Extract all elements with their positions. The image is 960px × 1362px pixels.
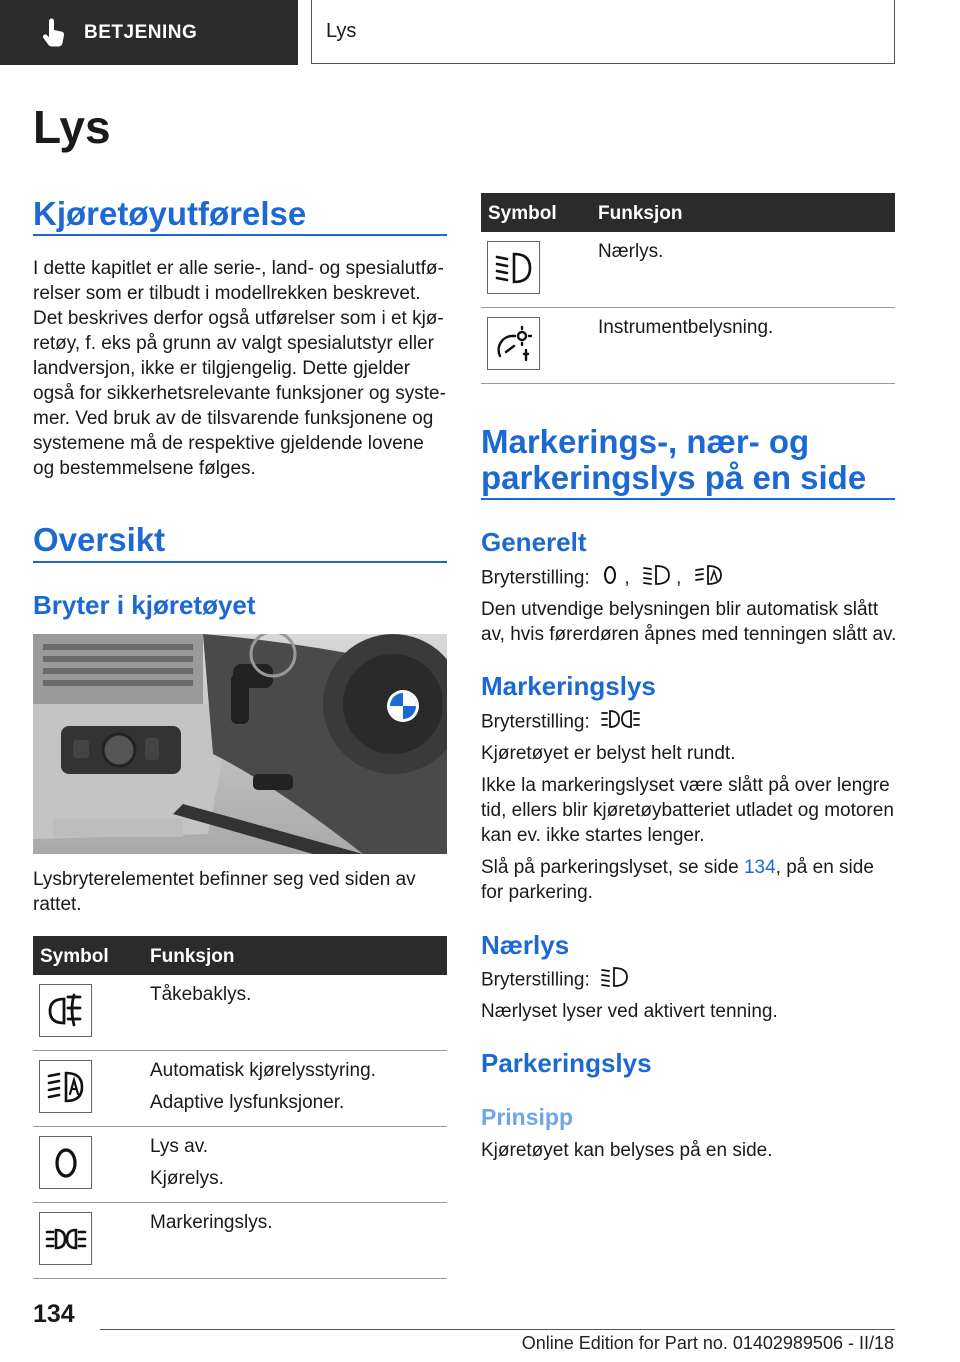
- function-text: Nærlys.: [598, 241, 664, 262]
- kjoretoy-text: I dette kapitlet er alle serie-, land- og spesialutfø- relser som er tilbudt i modellrekken beskrevet. Det beskrives derfor også utførelser som i et kjø- retøy, f. eks på grunn av valgt spesialutstyr eller landversjon, ikke er tilgjengelig. Dette gjelder også for sikkerhetsrelevante funksjoner og syste- mer. Ved bruk av de tilsvarende funksjonene og systemene må de respektive gjeldende lovene og bestemmelsene følges.: [33, 258, 446, 479]
- parking-lights-icon: [601, 708, 641, 737]
- auto-headlight-icon: [39, 1060, 92, 1113]
- heading-markeringslys: Markeringslys: [481, 671, 656, 701]
- table-row: [33, 1127, 447, 1203]
- symbol-table-right: [481, 193, 895, 384]
- generelt-text: Bryterstilling: , , Den utvendige belysningen blir automatisk slått av, hvis førerdøren åpnes med tenningen slått av.: [481, 564, 901, 647]
- heading-markerings: Markerings-, nær- og parkeringslys på en side: [481, 423, 867, 496]
- function-text: Instrumentbelysning.: [598, 317, 774, 338]
- function-text: Markeringslys.: [150, 1212, 273, 1233]
- heading-generelt: Generelt: [481, 527, 587, 557]
- heading-oversikt: Oversikt: [33, 521, 166, 558]
- page-link[interactable]: 134: [743, 857, 776, 878]
- function-text: Tåkebaklys.: [150, 984, 252, 1005]
- instrument-lighting-icon: [487, 317, 540, 370]
- heading-rule: [33, 234, 447, 236]
- lights-off-icon: [39, 1136, 92, 1189]
- page-number: 134: [33, 1300, 75, 1328]
- symbol-table-left: [33, 936, 447, 1279]
- footer-text: Online Edition for Part no. 01402989506 - II/18: [521, 1333, 894, 1353]
- table-row: [33, 975, 447, 1051]
- fog-light-icon: [39, 984, 92, 1037]
- lights-off-icon: [601, 564, 619, 593]
- section-tab: [0, 0, 298, 65]
- heading-bryter: Bryter i kjøretøyet: [33, 590, 256, 620]
- table-row: [481, 308, 895, 384]
- low-beam-icon: [601, 966, 629, 995]
- section-label: BETJENING: [84, 21, 198, 43]
- table-row: [481, 232, 895, 308]
- heading-kjoretoyutforelse: Kjøretøyutførelse: [33, 195, 307, 232]
- naerlys-text: Bryterstilling: Nærlyset lyser ved aktivert tenning.: [481, 966, 901, 1024]
- parking-lights-icon: [39, 1212, 92, 1265]
- heading-rule: [33, 561, 447, 563]
- heading-prinsipp: Prinsipp: [481, 1104, 574, 1130]
- table-row: [33, 1051, 447, 1127]
- heading-parkeringslys: Parkeringslys: [481, 1048, 652, 1078]
- table-header: Symbol Funksjon: [481, 193, 895, 232]
- auto-headlight-icon: [695, 564, 723, 593]
- prinsipp-text: Kjøretøyet kan belyses på en side.: [481, 1140, 773, 1161]
- chapter-tab: [311, 0, 895, 64]
- footer-rule: [100, 1329, 895, 1330]
- heading-rule: [481, 498, 895, 500]
- table-row: [33, 1203, 447, 1279]
- dashboard-photo: [33, 634, 447, 854]
- hand-pointer-icon: [38, 17, 70, 49]
- low-beam-icon: [487, 241, 540, 294]
- photo-caption: Lysbryterelementet befinner seg ved siden av rattet.: [33, 869, 416, 915]
- low-beam-icon: [643, 564, 671, 593]
- page-title: Lys: [33, 101, 111, 153]
- function-text: Automatisk kjørelysstyring. Adaptive lysfunksjoner.: [150, 1060, 376, 1113]
- markeringslys-text: Bryterstilling: Kjøretøyet er belyst helt rundt. Ikke la markeringslyset være slått på over lengre tid, ellers blir kjøretøybatteriet utladet og motoren kan ev. ikke startes lenger. Slå på parkeringslyset, se side 134, på en side for parkering.: [481, 708, 901, 905]
- table-header: Symbol Funksjon: [33, 936, 447, 975]
- function-text: Lys av. Kjørelys.: [150, 1136, 224, 1189]
- heading-naerlys: Nærlys: [481, 930, 570, 960]
- chapter-label: Lys: [326, 20, 357, 42]
